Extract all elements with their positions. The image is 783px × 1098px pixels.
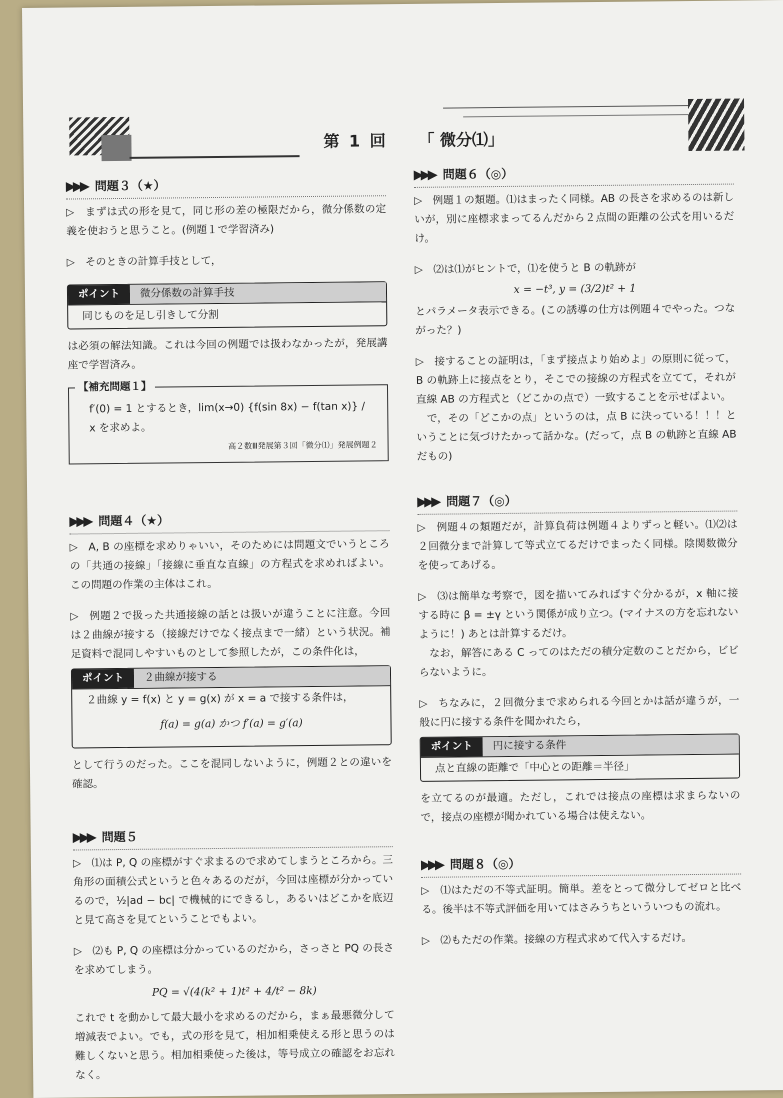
- supplementary-title: 【補充問題１】: [75, 378, 155, 398]
- pq-formula: PQ = √(4(k² + 1)t² + 4/t² − 8k): [151, 984, 317, 999]
- problem-7-text-3: なお，解答にある C ってのはただの積分定数のことだから，ビビらないように。: [418, 644, 739, 679]
- problem-8-heading: [421, 853, 741, 878]
- problem-5-text-2: ▷ ⑵も P, Q の座標は分かっているのだから，さっさと PQ の長さを求めてしまう。: [73, 942, 394, 977]
- point-box-two-curves: [71, 665, 392, 748]
- problem-4-heading: [69, 509, 389, 534]
- problem-7-text-1: ▷ 例題４の類題だが，計算負荷は例題４よりずっと軽い。⑴⑵は２回微分まで計算して等式立てるだけでまったく同様。陰関数微分を使ってあげる。: [417, 518, 738, 572]
- problem-8-text-1: ▷ ⑴はただの不等式証明。簡単。差をとって微分してゼロと比べる。後半は不等式評価を用いてはさみうちといういつもの流れ。: [421, 881, 742, 916]
- problem-5-text-3: これで t を動かして最大最小を求めるのだから，まぁ最悪微分して増減表でよい。でも，式の形を見て，相加相乗使える形と思うのは難しくないと思う。相加相乗使った後は，等号成立の確認をお忘れなく。: [74, 1009, 396, 1082]
- problem-4-text-1: ▷ A, B の座標を求めりゃいい，そのためには問題文でいうところの「共通の接線」「接線に垂直な直線」の方程式を求めればよい。この問題の作業の主体はこれ。: [69, 538, 390, 592]
- problem-6-text-4: ▷ 接することの証明は，「まず接点より始めよ」の原則に従って，B の軌跡上に接点をとり，そこでの接線の方程式を立てて，それが直線 AB の方程式と（どこかの点で）一致することを示せばよい。: [415, 352, 736, 406]
- triple-arrow-icon: ▶▶▶: [72, 830, 94, 846]
- point-tag: ポイント: [72, 669, 134, 689]
- problem-7-heading: [417, 490, 737, 515]
- header-square-graphic: [101, 135, 131, 161]
- problem-4-title: 問題４（★）: [98, 513, 170, 529]
- point-label: 微分係数の計算手技: [130, 282, 386, 304]
- triple-arrow-icon: ▶▶▶: [413, 167, 435, 183]
- point-label: 円に接する条件: [483, 735, 739, 757]
- problem-4-text-2: ▷ 例題２で扱った共通接線の話とは扱いが違うことに注意。今回は２曲線が接する（接線だけでなく接点まで一緒）という状況。補足資料で混同しやすいものとして参照したが，この条件化は，: [70, 607, 391, 661]
- problem-3-title: 問題３（★）: [94, 178, 166, 194]
- triple-arrow-icon: ▶▶▶: [69, 514, 91, 530]
- problem-7-text-4: ▷ ちなみに，２回微分まで求められる今回とかは話が違うが，一般に円に接する条件を聞かれたら，: [419, 694, 740, 729]
- problem-5-heading: [73, 825, 393, 850]
- point-label: ２曲線が接する: [134, 666, 390, 688]
- problem-6-text-1: ▷ 例題１の類題。⑴はまったく同様。AB の長さを求めるのは新しいが，別に座標求まってるんだから２点間の距離の公式を用いるだけ。: [413, 191, 735, 245]
- problem-6-title: 問題６（◎）: [442, 166, 514, 182]
- page-subtitle: 「 微分⑴」: [418, 129, 505, 150]
- locus-formula: x = −t³, y = (3/2)t² + 1: [513, 282, 637, 296]
- point-tag: ポイント: [68, 285, 130, 305]
- point-box-derivative: [67, 281, 387, 329]
- left-column: [66, 174, 396, 1097]
- problem-6-text-3: とパラメータ表示できる。(この誘導の仕方は例題４でやった。つながった？): [415, 302, 736, 337]
- problem-7-title: 問題７（◎）: [446, 493, 517, 509]
- header-right-rules: [443, 105, 693, 149]
- supplementary-body: f′(0) = 1 とするとき，lim(x→0) {f(sin 8x) − f(tan x)} / x を求めよ。: [89, 400, 366, 435]
- right-column: [414, 163, 742, 963]
- problem-3-text-2: ▷ そのときの計算手技として，: [66, 254, 222, 269]
- point-body-1: ２曲線 y = f(x) と y = g(x) が x = a で接する条件は，: [86, 691, 354, 707]
- supplementary-note: 高２数Ⅲ発展第３回「微分⑴」発展例題２: [228, 440, 378, 451]
- problem-3-text-3: は必須の解法知識。これは今回の例題では扱わなかったが，発展講座で学習済み。: [67, 337, 388, 372]
- problem-5-title: 問題５: [101, 829, 138, 845]
- worksheet-page: [22, 0, 783, 1098]
- point-body-2: f(a) = g(a) かつ f′(a) = g′(a): [160, 717, 303, 731]
- problem-8-text-2: ▷ ⑵もただの作業。接線の方程式求めて代入するだけ。: [421, 932, 692, 947]
- triple-arrow-icon: ▶▶▶: [65, 179, 87, 195]
- page-title: 第 1 回: [323, 131, 388, 151]
- problem-3-text-1: ▷ まずは式の形を見て，同じ形の差の極限だから，微分係数の定義を使おうと思うこと。(例題１で学習済み): [66, 203, 387, 238]
- problem-8-title: 問題８（◎）: [449, 856, 521, 872]
- problem-6-text-2: ▷ ⑵は⑴がヒントで，⑴を使うと B の軌跡が: [414, 261, 637, 276]
- problem-4-text-3: として行うのだった。ここを混同しないように，例題２との違いを確認。: [71, 756, 392, 791]
- point-box-circle: [420, 734, 740, 782]
- supplementary-problem-box: [68, 380, 389, 464]
- problem-3-heading: [66, 174, 386, 199]
- triple-arrow-icon: ▶▶▶: [420, 857, 443, 873]
- point-body: 同じものを足し引きして分割: [82, 308, 219, 323]
- problem-6-heading: [414, 163, 734, 188]
- header-stripe-graphic-right: [688, 98, 745, 151]
- problem-7-text-2: ▷ ⑶は簡単な考察で，図を描いてみればすぐ分かるが，x 軸に接する時に β = ±γ という関係が成り立つ。(マイナスの方を忘れないように！) あとは計算するだけ。: [418, 587, 739, 641]
- problem-6-text-5: で，その「どこかの点」というのは，点 B に決っている！！！ということに気づけたかって話かな。(だって，点 B の軌跡と直線 AB だもの): [416, 409, 737, 463]
- point-body: 点と直線の距離で「中心との距離＝半径」: [434, 760, 635, 775]
- header-rule: [130, 155, 300, 159]
- problem-7-text-5: を立てるのが最適。ただし，これでは接点の座標は求まらないので，接点の座標が聞かれている場合は使えない。: [420, 789, 741, 824]
- problem-5-text-1: ▷ ⑴は P, Q の座標がすぐ求まるので求めてしまうところから。三角形の面積公式というと色々あるのだが，今回は座標が分かっているので，½|ad − bc| で機械的にできるし，あるいはどこかを底辺と見て高さを見てということでもよい。: [72, 854, 394, 927]
- triple-arrow-icon: ▶▶▶: [417, 494, 439, 510]
- point-tag: ポイント: [421, 737, 483, 757]
